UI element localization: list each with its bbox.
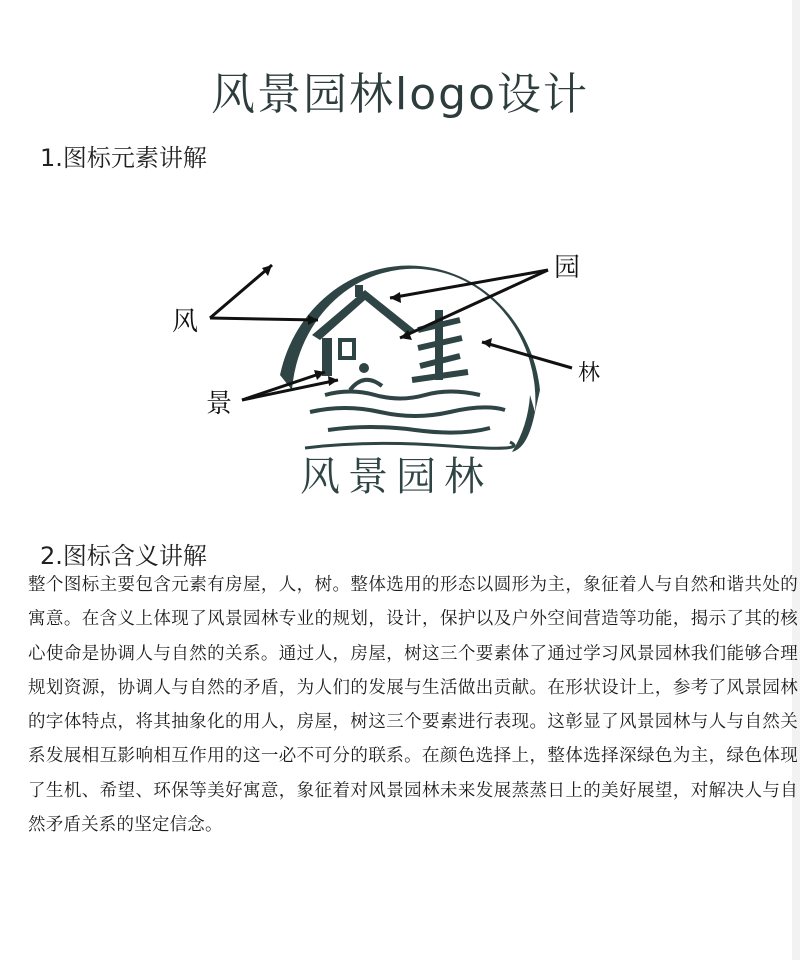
wave-2: [310, 407, 505, 416]
wave-4: [305, 442, 514, 448]
label-yuan: 园: [554, 253, 581, 283]
arrow-feng-1: [210, 265, 272, 318]
arrow-heads: [262, 265, 492, 386]
wave-1: [325, 392, 480, 399]
house-chimney: [355, 285, 363, 297]
page-title: 风景园林logo设计: [211, 69, 589, 120]
wave-3: [328, 427, 490, 433]
house-window: [340, 340, 354, 358]
person-head: [359, 363, 369, 373]
section2-paragraph: 整个图标主要包含元素有房屋，人，树。整体选用的形态以圆形为主，象征着人与自然和谐共处的寓意。在含义上体现了风景园林专业的规划，设计，保护以及户外空间营造等功能，揭示了其的核心使命是协调人与自然的关系。通过人，房屋，树这三个要素体了通过学习风景园林我们能够合理规划资源，协调人与自然的矛盾，为人们的发展与生活做出贡献。在形状设计上，参考了风景园林的字体特点，将其抽象化的用人，房屋，树这三个要素进行表现。这彰显了风景园林与人与自然关系发展相互影响相互作用的这一必不可分的联系。在颜色选择上，整体选择深绿色为主，绿色体现了生机、希望、环保等美好寓意，象征着对风景园林未来发展蒸蒸日上的美好展望，对解决人与自然矛盾关系的坚定信念。: [28, 575, 798, 836]
arrow-yuan-2: [400, 270, 548, 338]
logo-caption: 风景园林: [300, 454, 492, 500]
arrow-yuan-1: [390, 270, 548, 298]
logo-arc-tail: [512, 395, 535, 452]
arrows: [210, 265, 572, 400]
section1-heading: 1.图标元素讲解: [40, 144, 207, 172]
house-wall-left: [322, 338, 332, 376]
label-jing: 景: [206, 389, 233, 419]
person-body: [350, 380, 382, 390]
logo-svg: [150, 190, 650, 520]
label-lin: 林: [578, 361, 601, 386]
arrow-feng-2: [210, 318, 318, 320]
label-feng: 风: [172, 307, 199, 337]
section2-heading: 2.图标含义讲解: [40, 542, 207, 570]
logo-diagram: [150, 190, 650, 520]
